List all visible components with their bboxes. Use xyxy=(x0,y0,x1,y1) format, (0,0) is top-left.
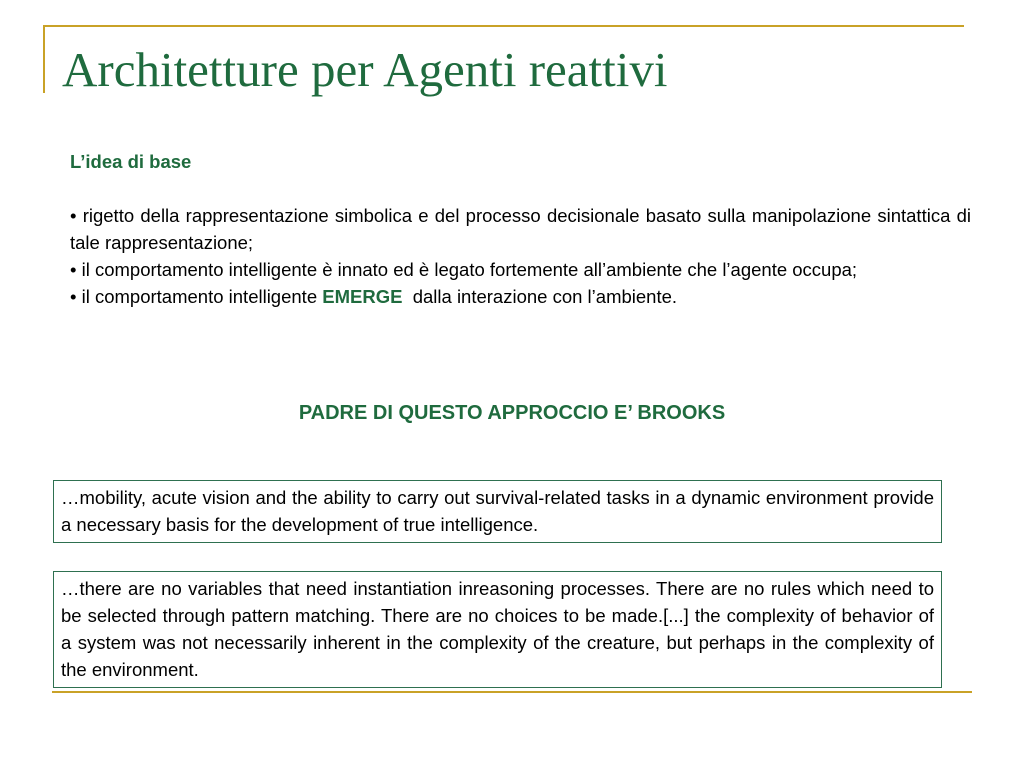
bullet-3-start: • il comportamento intelligente xyxy=(70,286,323,307)
frame-left-rule xyxy=(43,25,45,93)
quote-box-2: …there are no variables that need instantiation inreasoning processes. There are no rules which need to be selected through pattern matching. There are no choices to be made.[...] the complexity of behavior of a system was not necessarily inherent in the complexity of the creature, but perhaps in the complexity of the environment. xyxy=(53,571,942,688)
frame-top-rule xyxy=(43,25,964,27)
frame-bottom-rule xyxy=(52,691,972,693)
bullet-item-3 xyxy=(70,283,971,310)
bullet-item-1: • rigetto della rappresentazione simbolica e del processo decisionale basato sulla manipolazione sintattica di tale rappresentazione; xyxy=(70,205,971,253)
bullet-item-2: • il comportamento intelligente è innato ed è legato fortemente all’ambiente che l’agente occupa; xyxy=(70,259,858,280)
slide-content xyxy=(70,148,971,310)
callout-heading: PADRE DI QUESTO APPROCCIO E’ BROOKS xyxy=(298,402,726,424)
slide-title: Architetture per Agenti reattivi xyxy=(62,42,668,97)
emphasis-emerge: EMERGE xyxy=(322,286,403,307)
bullet-3-end: dalla interazione con l’ambiente. xyxy=(402,286,678,307)
quote-box-1: …mobility, acute vision and the ability to carry out survival-related tasks in a dynamic environment provide a necessary basis for the development of true intelligence. xyxy=(53,480,942,543)
subheading: L’idea di base xyxy=(70,151,192,172)
